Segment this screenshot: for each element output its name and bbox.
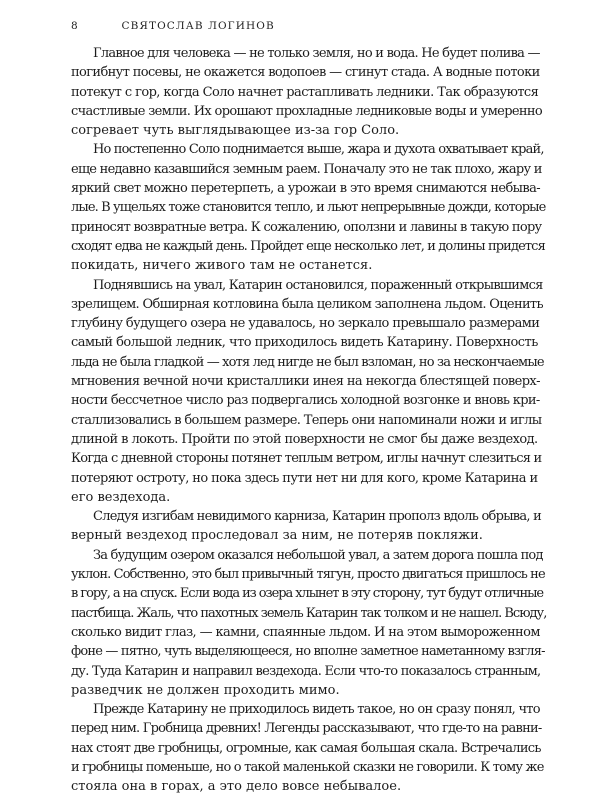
text-body bbox=[71, 44, 547, 797]
text-line: нах стоят две гробницы, огромные, как самая большая скала. Встречались bbox=[71, 740, 541, 756]
text-line: сходят едва не каждый день. Пройдет еще несколько лет, и долины придется bbox=[71, 238, 545, 254]
text-line: приносят возвратные ветра. К сожалению, оползни и лавины в такую пору bbox=[71, 219, 542, 235]
text-line: покидать, ничего живого там не останется. bbox=[71, 258, 373, 274]
paragraph bbox=[71, 546, 547, 700]
text-line: лые. В ущельях тоже становится тепло, и льют непрерывные дожди, которые bbox=[71, 200, 546, 216]
text-line: зрелищем. Обширная котловина была целиком заполнена льдом. Оценить bbox=[71, 296, 543, 312]
text-line: Главное для человека — не только земля, но и вода. Не будет полива — bbox=[93, 46, 540, 61]
text-line: стояла она в горах, а это дело вовсе небывалое. bbox=[71, 779, 402, 795]
text-line: уклон. Собственно, это был привычный тягун, просто двигаться пришлось не bbox=[71, 567, 545, 583]
text-line: глубину будущего озера не удавалось, но зеркало превышало размерами bbox=[71, 316, 540, 332]
text-line: Но постепенно Соло поднимается выше, жара и духота охватывает край, bbox=[93, 142, 544, 158]
paragraph bbox=[71, 276, 544, 508]
text-line: Следуя изгибам невидимого карниза, Катарин прополз вдоль обрыва, и bbox=[93, 509, 542, 525]
text-line: Поднявшись на увал, Катарин остановился, пораженный открывшимся bbox=[93, 277, 543, 293]
paragraph bbox=[71, 507, 542, 546]
text-line: разведчик не должен проходить мимо. bbox=[71, 682, 340, 698]
text-line: льда не была гладкой — хотя лед нигде не был взломан, но за нескончаемые bbox=[71, 354, 544, 370]
paragraph-text bbox=[71, 44, 543, 140]
text-line: погибнут посевы, не окажется водопоев — сгинут стада. А водные потоки bbox=[71, 65, 540, 81]
running-head bbox=[71, 18, 529, 34]
text-line: Когда с дневной стороны потянет теплым ветром, иглы начнут слезиться и bbox=[71, 451, 542, 467]
author-name: СВЯТОСЛАВ ЛОГИНОВ bbox=[121, 20, 275, 32]
text-line: пастбища. Жаль, что пахотных земель Катарин так толком и не нашел. Всюду, bbox=[71, 605, 547, 621]
text-line: его вездехода. bbox=[71, 489, 171, 505]
text-line: потекут с гор, когда Соло начнет растапливать ледники. Так образуются bbox=[71, 84, 539, 100]
text-line: еще недавно казавшийся земным раем. Поначалу это не так плохо, жару и bbox=[71, 161, 542, 177]
text-line: Прежде Катарину не приходилось видеть такое, но он сразу понял, что bbox=[93, 702, 540, 718]
text-line: За будущим озером оказался небольшой увал, а затем дорога пошла под bbox=[93, 547, 543, 563]
text-line: потеряют остроту, но пока здесь пути нет ни для кого, кроме Катарина и bbox=[71, 470, 538, 486]
text-line: сколько видит глаз, — камни, спаянные льдом. И на этом вымороженном bbox=[71, 624, 540, 640]
text-line: мгновения вечной ночи кристаллики инея на некогда блестящей поверх- bbox=[71, 374, 540, 390]
paragraph-text bbox=[71, 507, 542, 546]
text-line: в гору, а на спуск. Если вода из озера хлынет в эту сторону, тут будут отличные bbox=[71, 586, 544, 602]
paragraph bbox=[71, 44, 543, 140]
text-line: самый большой ледник, что приходилось видеть Катарину. Поверхность bbox=[71, 335, 538, 351]
text-line: счастливые земли. Их орошают прохладные ледниковые воды и умеренно bbox=[71, 103, 543, 119]
text-line: перед ним. Гробница древних! Легенды рассказывают, что где-то на равни- bbox=[71, 721, 542, 737]
text-line: яркий свет можно перетерпеть, а урожаи в это время снимаются небыва- bbox=[71, 181, 540, 197]
text-line: фоне — пятно, чуть выделяющееся, но вполне заметное наметанному взгля- bbox=[71, 644, 545, 660]
text-line: длиной в локоть. Пройти по этой поверхности не смог бы даже вездеход. bbox=[71, 431, 538, 447]
paragraph bbox=[71, 700, 544, 796]
paragraph-text bbox=[71, 140, 546, 275]
text-line: согревает чуть выглядывающее из-за гор Соло. bbox=[71, 123, 400, 139]
paragraph-text bbox=[71, 700, 544, 796]
page-number: 8 bbox=[71, 20, 79, 32]
paragraph bbox=[71, 140, 546, 275]
text-line: ности бессчетное число раз подвергались холодной возгонке и вновь кри- bbox=[71, 393, 540, 409]
text-line: и гробницы поменьше, но о такой маленькой сказки не говорили. К тому же bbox=[71, 759, 544, 775]
text-line: верный вездеход проследовал за ним, не потеряв покляжи. bbox=[71, 528, 483, 544]
text-line: ду. Туда Катарин и направил вездехода. Если что-то показалось странным, bbox=[71, 663, 541, 679]
paragraph-text bbox=[71, 276, 544, 508]
paragraph-text bbox=[71, 546, 547, 700]
text-line: сталлизовались в большем размере. Теперь они напоминали ножи и иглы bbox=[71, 412, 542, 428]
